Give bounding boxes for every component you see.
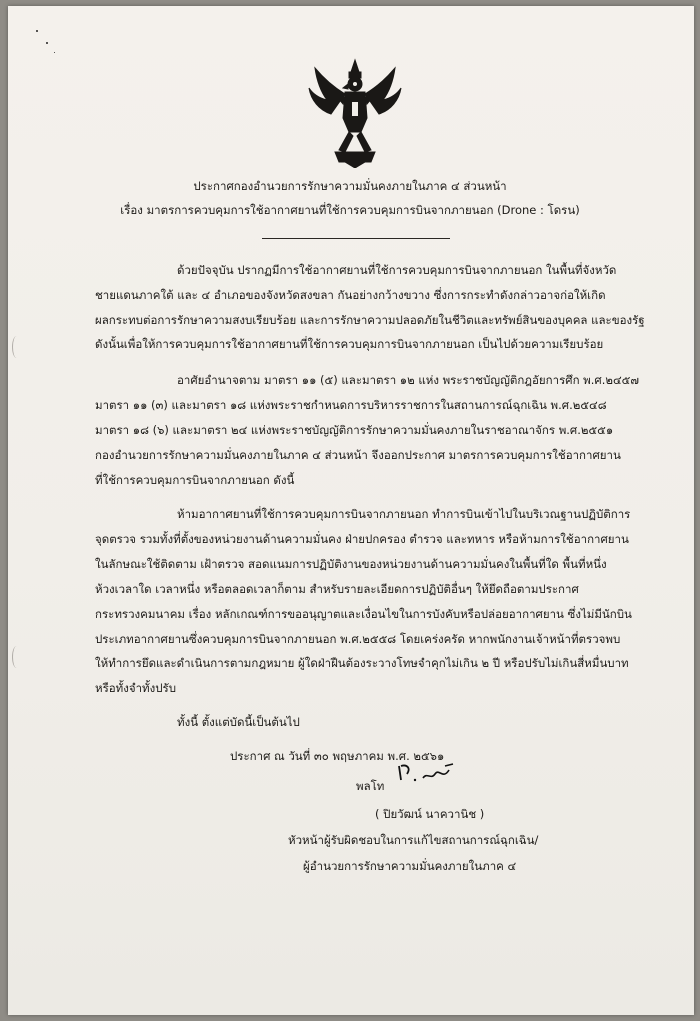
body-line: ห้วงเวลาใด เวลาหนึ่ง หรือตลอดเวลาก็ตาม สำหรับรายละเอียดการปฏิบัติอื่นๆ ให้ยึดถือตามประกาศ [95,582,579,596]
signatory-name: ( ปิยวัฒน์ นาควานิช ) [375,807,485,821]
body-line: ผลกระทบต่อการรักษาความสงบเรียบร้อย และการรักษาความปลอดภัยในชีวิตและทรัพย์สินของบุคคล และของรัฐ [95,313,645,327]
hole-punch-mark [12,646,21,668]
body-line: หรือทั้งจำทั้งปรับ [95,681,177,695]
body-line: ชายแดนภาคใต้ และ ๔ อำเภอของจังหวัดสงขลา กันอย่างกว้างขวาง ซึ่งการกระทำดังกล่าวอาจก่อให้เกิด [95,288,606,302]
signatory-title: ผู้อำนวยการรักษาความมั่นคงภายในภาค ๔ [303,859,517,873]
handwritten-signature-icon [395,760,455,786]
garuda-emblem-icon [305,58,405,168]
body-line: ดังนั้นเพื่อให้การควบคุมการใช้อากาศยานที่ใช้การควบคุมการบินจากภายนอก เป็นไปด้วยความเรียบร้อย [95,337,604,351]
body-line: ในลักษณะใช้ติดตาม เฝ้าตรวจ สอดแนมการปฏิบัติงานของหน่วยงานด้านความมั่นคงในพื้นที่ใด พื้นที่หนึ่ง [95,557,607,571]
body-line: ให้ทำการยึดและดำเนินการตามกฎหมาย ผู้ใดฝ่าฝืนต้องระวางโทษจำคุกไม่เกิน ๒ ปี หรือปรับไม่เกินสี่หมื่นบาท [95,656,629,670]
body-line: มาตรา ๑๑ (๓) และมาตรา ๑๘ แห่งพระราชกำหนดการบริหารราชการในสถานการณ์ฉุกเฉิน พ.ศ.๒๕๔๘ [95,398,607,412]
body-line: มาตรา ๑๘ (๖) และมาตรา ๒๔ แห่งพระราชบัญญัติการรักษาความมั่นคงภายในราชอาณาจักร พ.ศ.๒๕๕๑ [95,423,614,437]
body-line: จุดตรวจ รวมทั้งที่ตั้งของหน่วยงานด้านความมั่นคง ฝ่ายปกครอง ตำรวจ และทหาร หรือห้ามการใช้อากาศยาน [95,532,629,546]
divider [262,238,450,239]
body-line: ห้ามอากาศยานที่ใช้การควบคุมการบินจากภายนอก ทำการบินเข้าไปในบริเวณฐานปฏิบัติการ [177,507,631,521]
announcement-heading: ประกาศกองอำนวยการรักษาความมั่นคงภายในภาค ๔ ส่วนหน้า [193,179,507,193]
signatory-rank: พลโท [356,779,385,793]
signatory-title: หัวหน้าผู้รับผิดชอบในการแก้ไขสถานการณ์ฉุกเฉิน/ [288,833,539,847]
dateline: ประกาศ ณ วันที่ ๓๐ พฤษภาคม พ.ศ. ๒๕๖๑ [230,749,445,763]
body-line: ประเภทอากาศยานซึ่งควบคุมการบินจากภายนอก พ.ศ.๒๕๕๘ โดยเคร่งครัด หากพนักงานเจ้าหน้าที่ตรวจพบ [95,632,621,646]
body-line: กระทรวงคมนาคม เรื่อง หลักเกณฑ์การขออนุญาตและเงื่อนไขในการบังคับหรือปล่อยอากาศยาน ซึ่งไม่มีนักบิน [95,607,632,621]
paper-speck [54,52,55,53]
paper-speck [46,42,48,44]
body-line: ด้วยปัจจุบัน ปรากฏมีการใช้อากาศยานที่ใช้การควบคุมการบินจากภายนอก ในพื้นที่จังหวัด [177,263,617,277]
paper-speck [36,30,38,32]
body-line: ที่ใช้การควบคุมการบินจากภายนอก ดังนี้ [95,473,295,487]
body-line: กองอำนวยการรักษาความมั่นคงภายในภาค ๔ ส่วนหน้า จึงออกประกาศ มาตรการควบคุมการใช้อากาศยาน [95,448,621,462]
body-line: อาศัยอำนาจตาม มาตรา ๑๑ (๕) และมาตรา ๑๒ แห่ง พระราชบัญญัติกฎอัยการศึก พ.ศ.๒๔๕๗ [177,373,640,387]
subject-line: เรื่อง มาตรการควบคุมการใช้อากาศยานที่ใช้การควบคุมการบินจากภายนอก (Drone : โดรน) [120,203,580,217]
closing-line: ทั้งนี้ ตั้งแต่บัดนี้เป็นต้นไป [177,715,300,729]
hole-punch-mark [12,336,21,358]
